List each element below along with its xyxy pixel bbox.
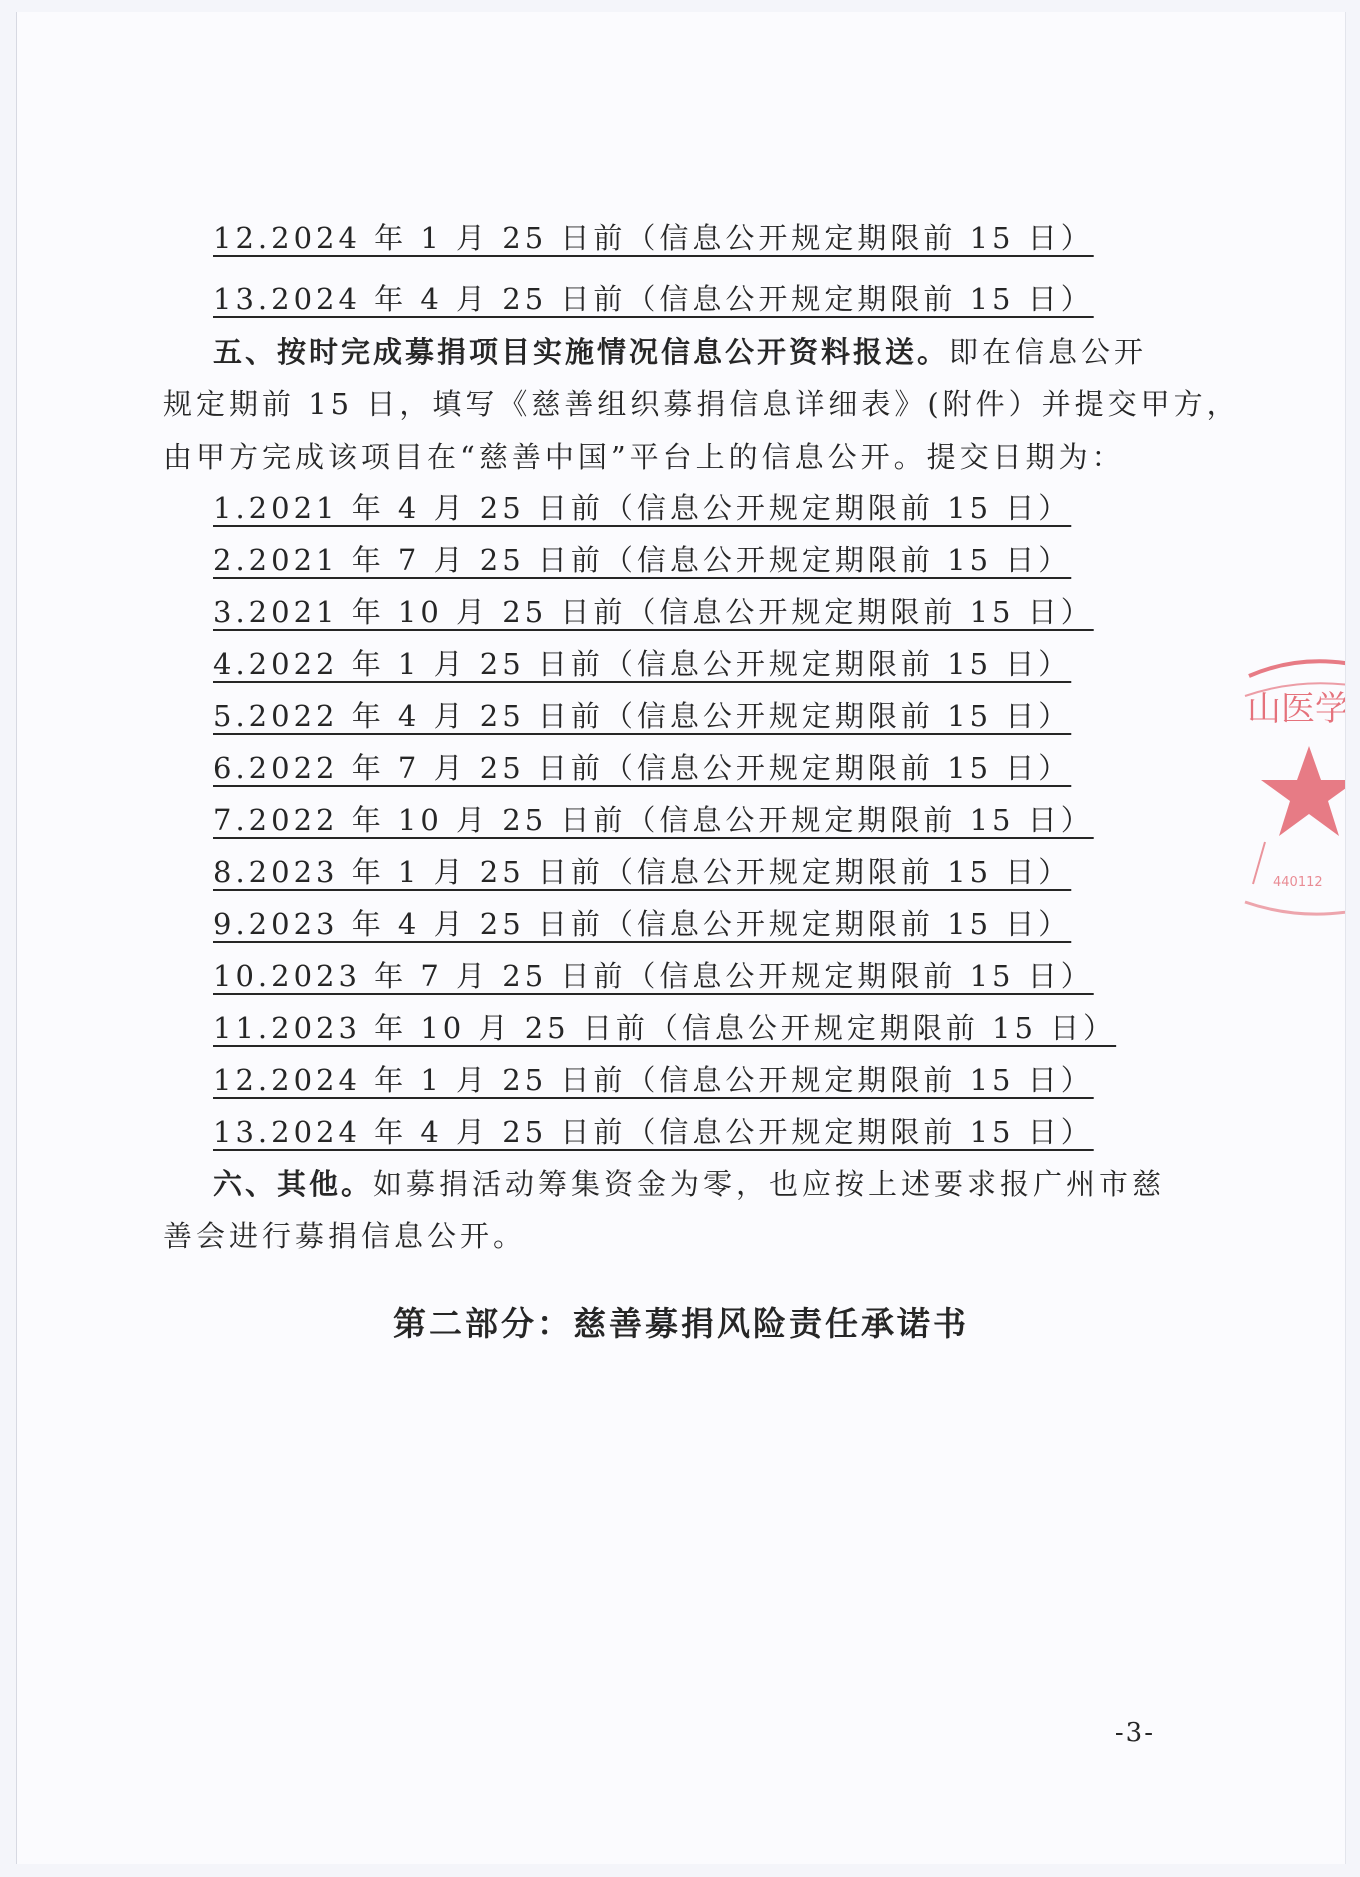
- list-item: 6.2022 年 7 月 25 日前（信息公开规定期限前 15 日）: [213, 751, 1072, 785]
- list-item: 7.2022 年 10 月 25 日前（信息公开规定期限前 15 日）: [213, 803, 1094, 837]
- list-item: 13.2024 年 4 月 25 日前（信息公开规定期限前 15 日）: [213, 282, 1094, 316]
- section-5-text-line: 由甲方完成该项目在“慈善中国”平台上的信息公开。提交日期为：: [163, 440, 1125, 474]
- page-number: -3-: [1114, 1718, 1155, 1748]
- list-item: 12.2024 年 1 月 25 日前（信息公开规定期限前 15 日）: [213, 1063, 1094, 1097]
- document-page: [16, 12, 1349, 1864]
- seal-text: 山医学: [1247, 689, 1349, 729]
- section-5-heading: 五、按时完成募捐项目实施情况信息公开资料报送。: [213, 335, 950, 369]
- section-5-text-line: 规定期前 15 日，填写《慈善组织募捐信息详细表》(附件）并提交甲方，: [163, 387, 1240, 421]
- section-6-text-line: 善会进行募捐信息公开。: [163, 1219, 527, 1253]
- list-item: 4.2022 年 1 月 25 日前（信息公开规定期限前 15 日）: [213, 647, 1072, 681]
- list-item: 8.2023 年 1 月 25 日前（信息公开规定期限前 15 日）: [213, 855, 1072, 889]
- section-6-paragraph-line: [213, 1166, 1165, 1202]
- section-6-heading: 六、其他。: [213, 1167, 374, 1201]
- list-item: 9.2023 年 4 月 25 日前（信息公开规定期限前 15 日）: [213, 907, 1072, 941]
- list-item: 10.2023 年 7 月 25 日前（信息公开规定期限前 15 日）: [213, 959, 1094, 993]
- section-6-text: 如募捐活动筹集资金为零，也应按上述要求报广州市慈: [373, 1167, 1166, 1201]
- seal-serial: 440112: [1273, 875, 1323, 890]
- list-item: 13.2024 年 4 月 25 日前（信息公开规定期限前 15 日）: [213, 1115, 1094, 1149]
- part-2-title: 第二部分：慈善募捐风险责任承诺书: [393, 1304, 969, 1343]
- list-item: 11.2023 年 10 月 25 日前（信息公开规定期限前 15 日）: [213, 1011, 1117, 1045]
- list-item: 1.2021 年 4 月 25 日前（信息公开规定期限前 15 日）: [213, 491, 1072, 525]
- section-5-paragraph-line: [213, 334, 1147, 370]
- section-5-text: 即在信息公开: [949, 335, 1148, 369]
- list-item: 5.2022 年 4 月 25 日前（信息公开规定期限前 15 日）: [213, 699, 1072, 733]
- list-item: 3.2021 年 10 月 25 日前（信息公开规定期限前 15 日）: [213, 595, 1094, 629]
- list-item: 2.2021 年 7 月 25 日前（信息公开规定期限前 15 日）: [213, 543, 1072, 577]
- list-item: 12.2024 年 1 月 25 日前（信息公开规定期限前 15 日）: [213, 221, 1094, 255]
- official-seal-icon: [1239, 656, 1349, 946]
